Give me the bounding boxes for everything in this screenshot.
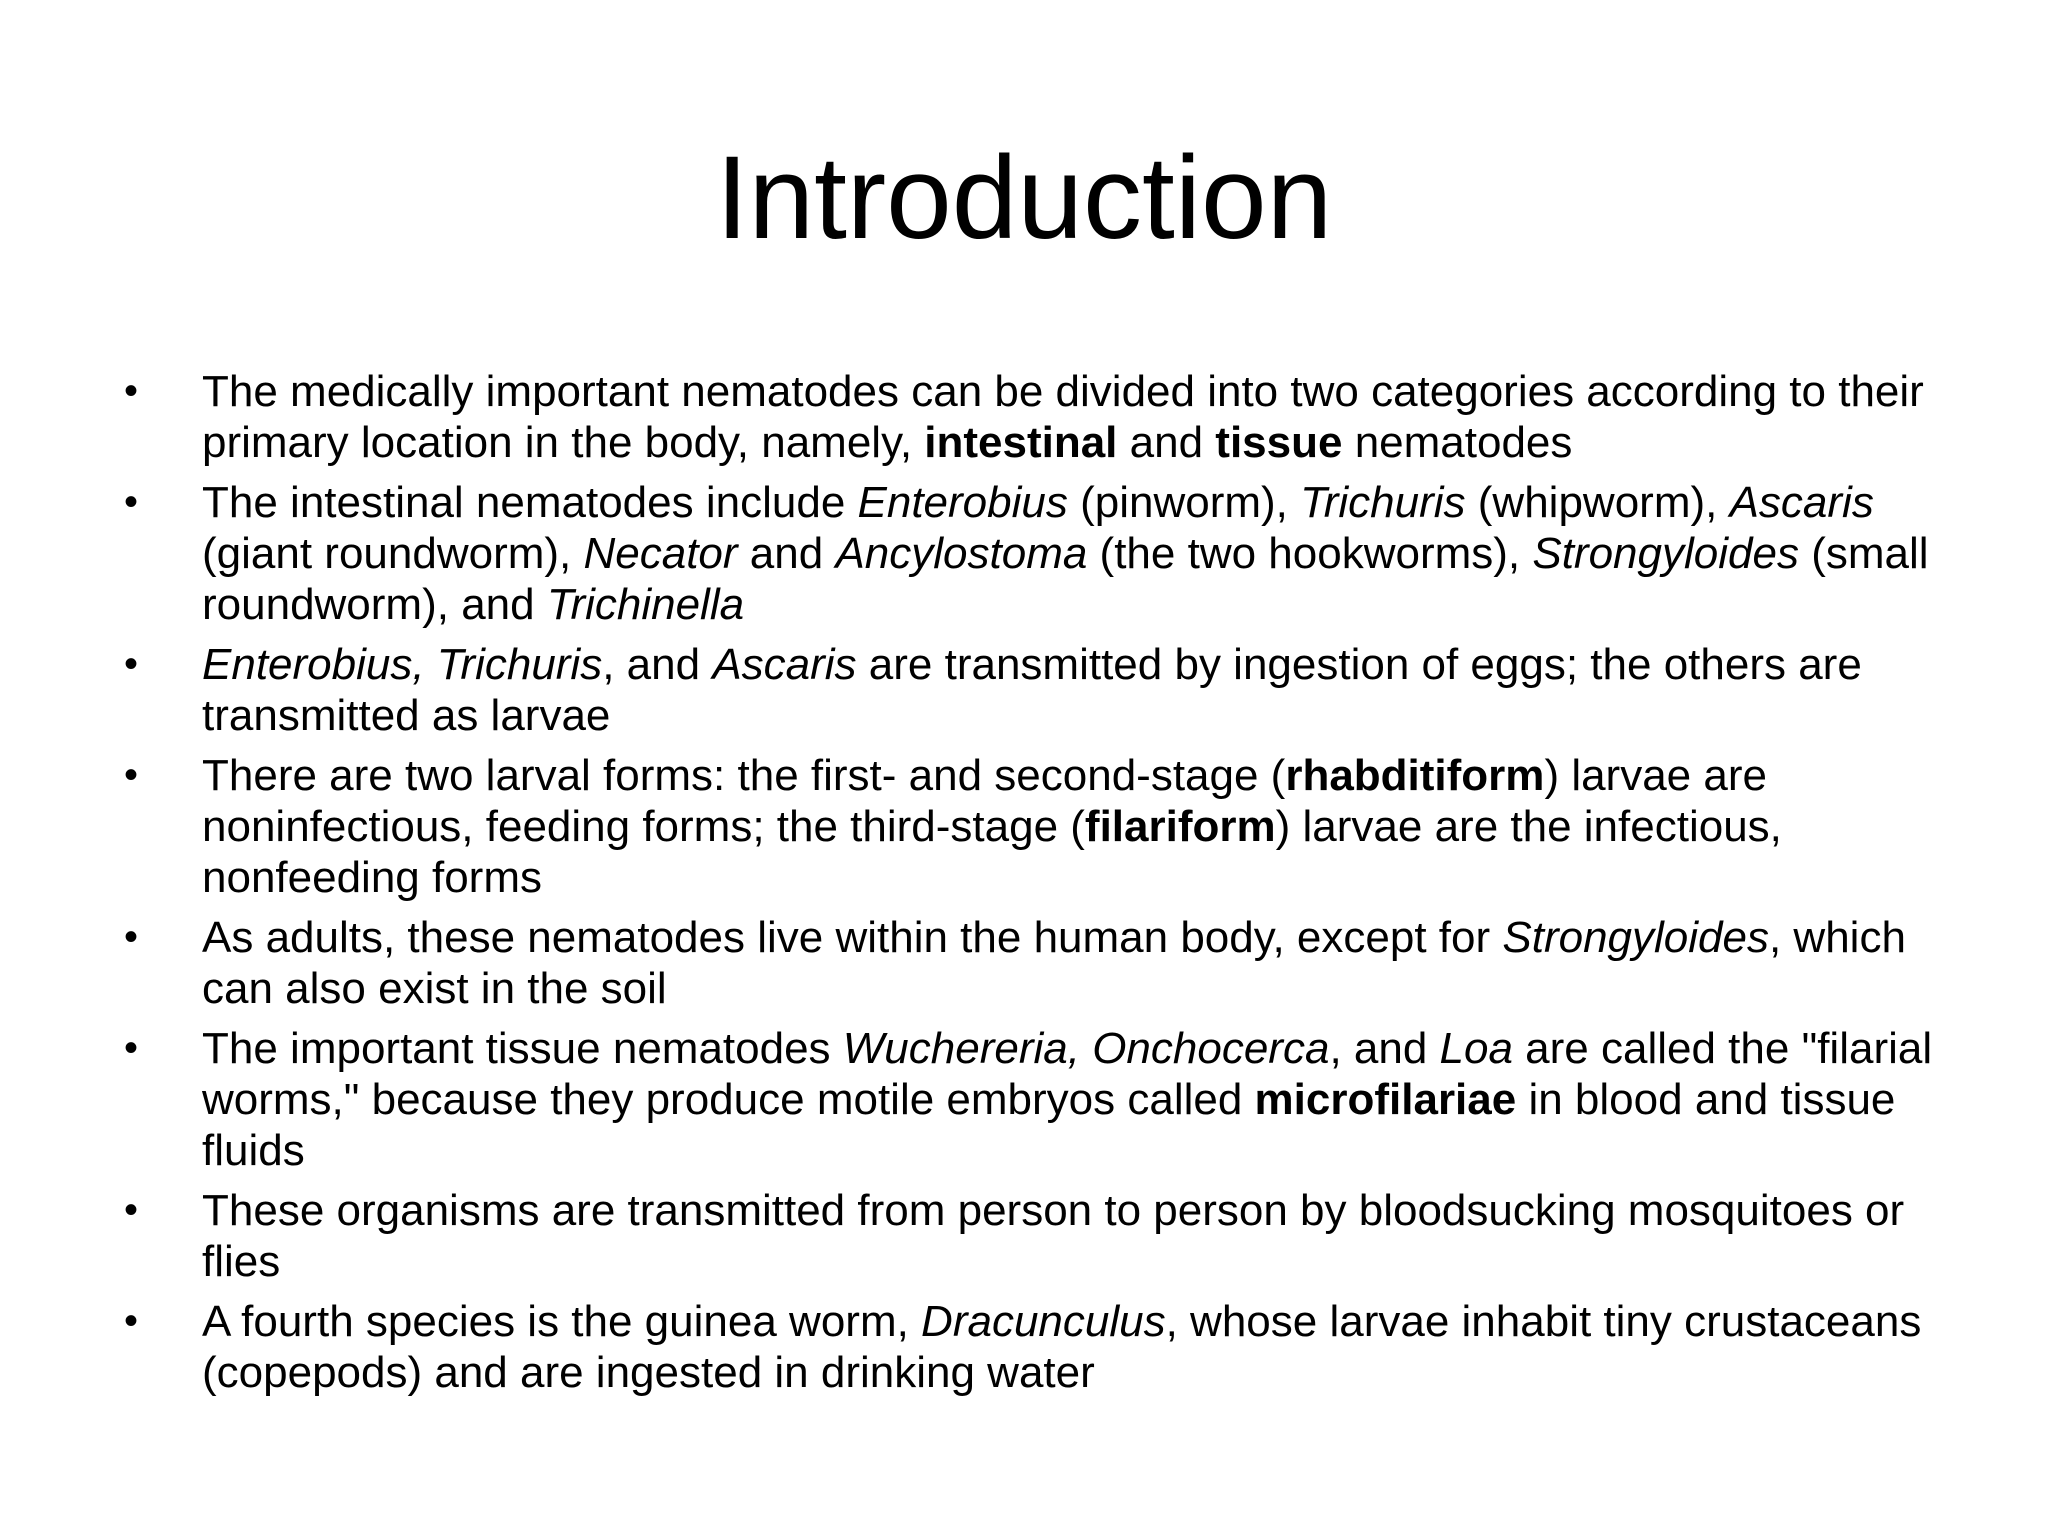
bullet-text-segment: Ascaris [712,640,857,689]
bullet-text-segment: (whipworm), [1465,478,1730,527]
bullet-text-segment: microfilariae [1254,1075,1517,1124]
bullet-text-segment: filariform [1084,802,1276,851]
bullet-dot-icon: • [124,753,139,797]
bullet-text-segment: (the two hookworms), [1087,529,1533,578]
bullet-item [120,912,1960,1014]
bullet-text-segment: The important tissue nematodes [202,1024,843,1073]
bullet-item [120,639,1960,741]
bullet-text-segment: Trichinella [546,580,745,629]
bullet-text-segment: Enterobius, Trichuris [202,640,603,689]
bullet-text-segment: nematodes [1342,418,1573,467]
bullet-text-segment: rhabditiform [1285,751,1545,800]
bullet-text-segment: , whose larvae inhabit tiny crustaceans (copepods) and are ingested in drinking water [202,1297,1922,1397]
bullet-text-segment: The medically important nematodes can be divided into two categories according to their primary location in the body, namely, [202,367,1924,467]
bullet-text-segment: , which can also exist in the soil [202,913,1906,1013]
bullet-item [120,1023,1960,1176]
bullet-text-segment: Strongyloides [1532,529,1799,578]
bullet-dot-icon: • [124,480,139,524]
bullet-text-segment: ) larvae are noninfectious, feeding forms; the third-stage ( [202,751,1767,851]
bullet-dot-icon: • [124,1299,139,1343]
bullet-text-segment: , and [602,640,713,689]
bullet-text-segment: , and [1329,1024,1440,1073]
bullet-text-segment: (small roundworm), and [202,529,1929,629]
bullet-text-segment: Wuchereria, Onchocerca [842,1024,1330,1073]
bullet-item [120,366,1960,468]
bullet-text-segment: Necator [583,529,738,578]
bullet-text-segment: ) larvae are the infectious, nonfeeding forms [202,802,1782,902]
bullet-dot-icon: • [124,915,139,959]
bullet-text-segment: Ascaris [1729,478,1874,527]
bullet-text-segment: A fourth species is the guinea worm, [202,1297,922,1346]
bullet-list [120,366,1960,1407]
bullet-text-segment: These organisms are transmitted from person to person by bloodsucking mosquitoes or flies [202,1186,1905,1286]
bullet-text-segment: Trichuris [1300,478,1466,527]
bullet-text-segment: are called the "filarial worms," because they produce motile embryos called [202,1024,1933,1124]
bullet-text-segment: There are two larval forms: the first- and second-stage ( [202,751,1286,800]
slide-title: Introduction [715,132,1333,264]
bullet-text-segment: and [737,529,836,578]
bullet-dot-icon: • [124,1026,139,1070]
bullet-item [120,1296,1960,1398]
bullet-text-segment: are transmitted by ingestion of eggs; the others are transmitted as larvae [202,640,1862,740]
bullet-text-segment: Dracunculus [921,1297,1166,1346]
bullet-text-segment: Loa [1439,1024,1513,1073]
bullet-text-segment: Strongyloides [1502,913,1769,962]
bullet-text-segment: in blood and tissue fluids [202,1075,1896,1175]
bullet-dot-icon: • [124,369,139,413]
bullet-text-segment: tissue [1215,418,1343,467]
bullet-dot-icon: • [124,642,139,686]
bullet-item [120,477,1960,630]
bullet-text-segment: As adults, these nematodes live within the human body, except for [202,913,1503,962]
bullet-text-segment: Ancylostoma [835,529,1088,578]
bullet-text-segment: Enterobius [857,478,1068,527]
bullet-text-segment: and [1117,418,1216,467]
bullet-text-segment: (pinworm), [1067,478,1301,527]
bullet-item [120,1185,1960,1287]
bullet-text-segment: The intestinal nematodes include [202,478,858,527]
bullet-text-segment: (giant roundworm), [202,529,584,578]
bullet-dot-icon: • [124,1188,139,1232]
bullet-item [120,750,1960,903]
bullet-text-segment: intestinal [924,418,1118,467]
